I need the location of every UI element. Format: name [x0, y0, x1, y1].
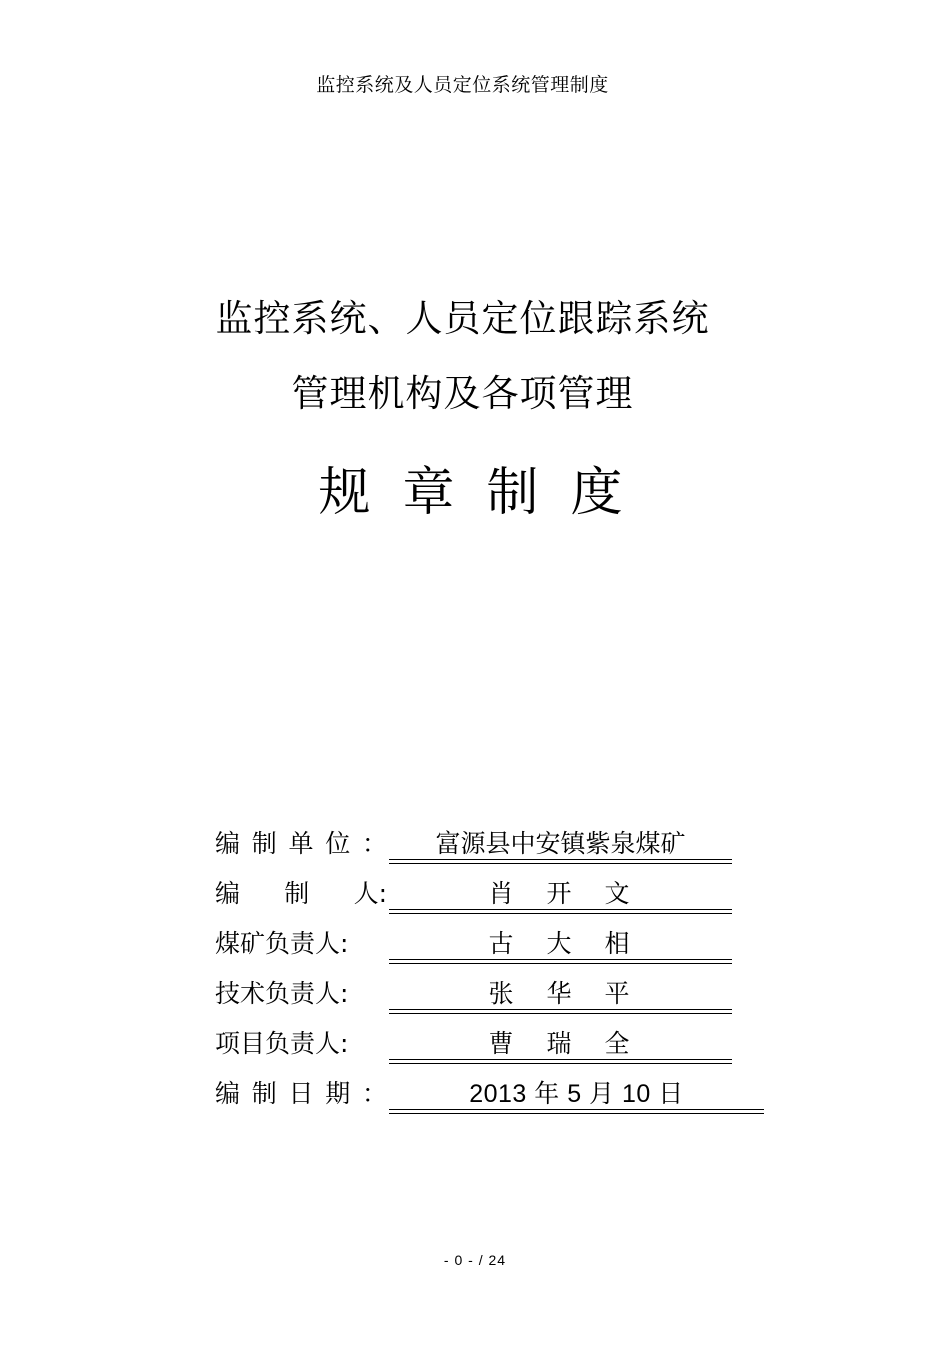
unit-underline	[389, 859, 732, 864]
compiler-label: 编 制 人:	[215, 879, 387, 908]
tech-head-value: 张华平	[488, 979, 663, 1008]
tech-head-underline	[389, 1009, 732, 1014]
document-title-line-1: 监控系统、人员定位跟踪系统	[215, 297, 710, 340]
info-row-compiler	[215, 876, 815, 926]
unit-label: 编 制 单 位 ：	[215, 829, 387, 858]
running-header: 监控系统及人员定位系统管理制度	[316, 74, 609, 96]
mine-head-value: 古大相	[488, 929, 663, 958]
unit-value: 富源县中安镇紫泉煤矿	[435, 829, 686, 858]
mine-head-label: 煤矿负责人:	[215, 929, 349, 958]
info-row-unit	[215, 826, 815, 876]
compilation-info	[215, 826, 815, 1126]
project-head-underline	[389, 1059, 732, 1064]
date-label: 编 制 日 期 ：	[215, 1079, 387, 1108]
info-row-mine-head	[215, 926, 815, 976]
document-title-line-3: 规章制度	[318, 463, 655, 523]
compiler-value: 肖开文	[488, 879, 663, 908]
document-title-line-2: 管理机构及各项管理	[291, 372, 634, 415]
date-value: 2013 年 5 月 10 日	[469, 1080, 684, 1108]
project-head-value: 曹瑞全	[488, 1029, 663, 1058]
info-row-project-head	[215, 1026, 815, 1076]
project-head-label: 项目负责人:	[215, 1029, 349, 1058]
page-number: - 0 - / 24	[443, 1252, 507, 1268]
info-row-date	[215, 1076, 815, 1126]
mine-head-underline	[389, 959, 732, 964]
info-row-tech-head	[215, 976, 815, 1026]
compiler-underline	[389, 909, 732, 914]
tech-head-label: 技术负责人:	[215, 979, 349, 1008]
date-underline	[389, 1109, 764, 1114]
